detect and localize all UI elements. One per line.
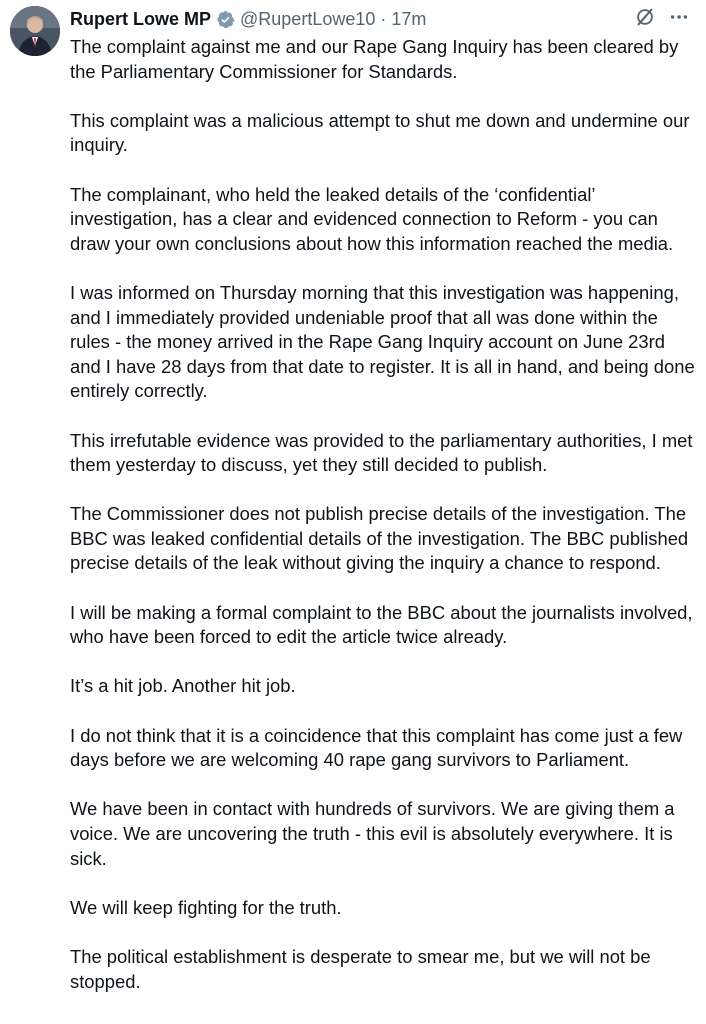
tweet-paragraph: The complainant, who held the leaked details of the ‘confidential’ investigation, has a clear and evidenced connection to Reform - you can draw your own conclusions about how this information reached the media. <box>70 183 674 254</box>
tweet-paragraph: The political establishment is desperate to smear me, but we will not be stopped. <box>70 945 651 992</box>
tweet-header <box>70 6 690 32</box>
tweet-paragraph: I was informed on Thursday morning that this investigation was happening, and I immediately provided undeniable proof that all was done within the rules - the money arrived in the Rape Gang Inquiry account on June 23rd and I have 28 days from that date to register. It is all in hand, and being done entirely correctly. <box>70 281 695 402</box>
more-icon[interactable] <box>668 6 690 28</box>
grok-icon[interactable] <box>634 6 656 28</box>
tweet-paragraph: I will be making a formal complaint to the BBC about the journalists involved, who have been forced to edit the article twice already. <box>70 601 693 648</box>
tweet-text <box>70 35 700 1019</box>
timestamp[interactable]: 17m <box>391 8 427 29</box>
tweet-paragraph: It’s a hit job. Another hit job. <box>70 675 296 697</box>
avatar-image <box>10 6 60 56</box>
tweet-paragraph: This complaint was a malicious attempt to shut me down and undermine our inquiry. <box>70 109 690 156</box>
tweet-actions <box>634 6 690 28</box>
separator-dot: · <box>380 8 387 29</box>
tweet-paragraph: The Commissioner does not publish precise details of the investigation. The BBC was leaked confidential details of the investigation. The BBC published precise details of the leak without giving the inquiry a chance to respond. <box>70 503 689 574</box>
tweet-paragraph: We will keep fighting for the truth. <box>70 896 342 918</box>
verified-badge-icon <box>216 10 235 29</box>
tweet-paragraph: This irrefutable evidence was provided to the parliamentary authorities, I met them yesterday to discuss, yet they still decided to publish. <box>70 429 693 476</box>
display-name[interactable]: Rupert Lowe MP <box>70 8 212 29</box>
tweet-paragraph: The complaint against me and our Rape Gang Inquiry has been cleared by the Parliamentary Commissioner for Standards. <box>70 36 679 82</box>
tweet-paragraph: We have been in contact with hundreds of survivors. We are giving them a voice. We are uncovering the truth - this evil is absolutely everywhere. It is sick. <box>70 798 675 869</box>
avatar[interactable] <box>10 6 60 56</box>
tweet-paragraph: I do not think that it is a coincidence that this complaint has come just a few days before we are welcoming 40 rape gang survivors to Parliament. <box>70 724 683 771</box>
handle[interactable]: @RupertLowe10 <box>240 8 376 29</box>
